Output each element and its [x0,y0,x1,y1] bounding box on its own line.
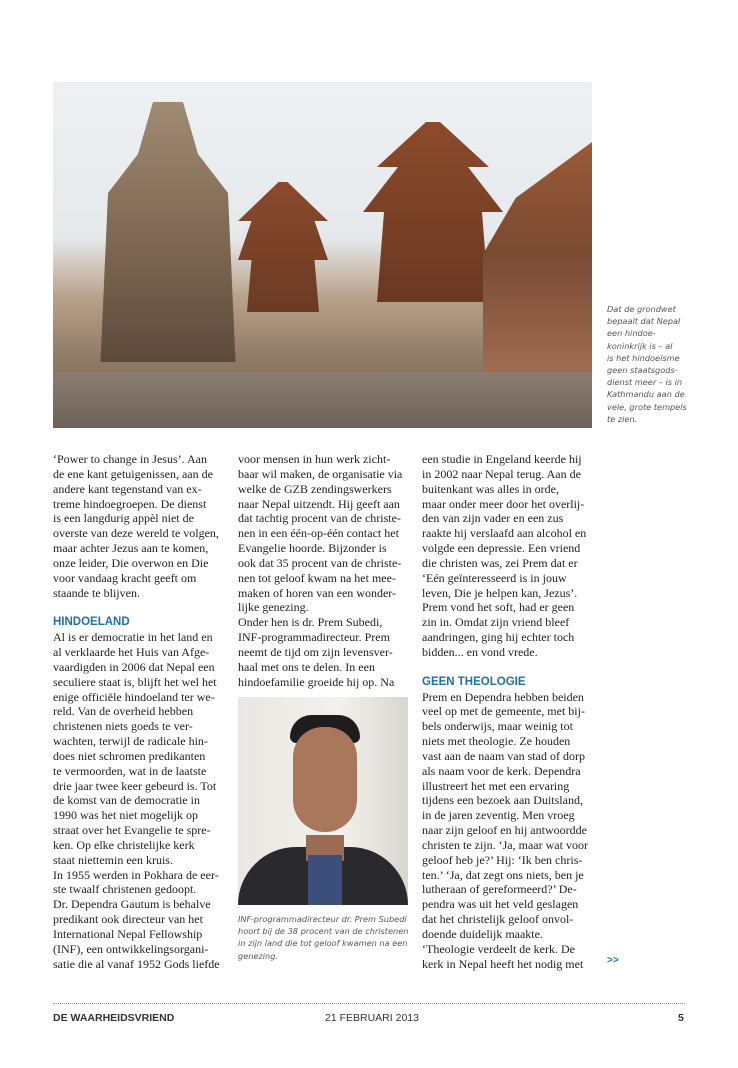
text-line: in de jaren zeventig. Men vroeg [422,808,575,823]
text-line: een hindoe- [607,328,656,339]
text-line: does niet schromen predikanten [53,748,206,763]
text-line: INF-programmadirecteur dr. Prem Subedi [238,914,407,924]
photo-caption-portrait [238,913,410,962]
text-line: onze leider, Die overwon en Die [53,555,209,570]
text-line: de ene kant getuigenissen, aan de [53,466,213,481]
kathmandu-temples-photo [53,82,592,428]
text-line: christen te zijn. ‘Ja, maar wat voor [422,837,588,852]
text-line: in 2002 naar Nepal terug. Aan de [422,466,581,481]
photo-caption-temples [607,303,692,425]
footer-publication: DE WAARHEIDSVRIEND [53,1012,175,1024]
text-line: reld. Van de overheid hebben [53,704,194,719]
text-line: (INF), een ontwikkelingsorgani- [53,941,209,956]
text-line: al verklaarde het Huis van Afge- [53,644,210,659]
text-line: raakte hij verslaafd aan alcohol en [422,526,587,541]
text-line: die christen was, zei Prem dat er [422,555,578,570]
text-line: vaardigden in 2006 dat Nepal een [53,659,215,674]
text-line: voor vandaag kracht geeft om [53,570,197,585]
text-line: andere kant tegenstand van ex- [53,481,202,496]
text-line: ‘Power to change in Jesus’. Aan [53,452,207,466]
text-line: illustreert het met een ervaring [422,778,570,793]
article-column-2 [238,452,410,690]
text-line: neemt de tijd om zijn levensver- [238,644,393,659]
text-line: staat niettemin een kruis. [53,852,173,867]
text-line: pendra was uit het veld geslagen [422,897,579,912]
text-line: dat het christelijk geloof onvol- [422,912,574,927]
continue-marker: >> [607,955,619,966]
text-line: christenen niets goeds te ver- [53,719,193,734]
text-line: aandringen, ging hij echter toch [422,630,575,645]
text-line: ‘Theologie verdeelt de kerk. De [422,941,575,956]
footer-date: 21 FEBRUARI 2013 [325,1012,419,1024]
text-line: ken. Op elke christelijke kerk [53,837,195,852]
text-line: is een langdurig appèl niet de [53,511,194,526]
footer-page-number: 5 [678,1012,684,1024]
text-line: seculiere staat is, blijft het wel het [53,674,217,689]
prem-subedi-portrait-photo [238,697,408,905]
text-line: maar achter Jezus aan te komen, [53,541,209,556]
text-line: leven, Die je helpen kan, Jezus’. [422,585,578,600]
text-line: bels onderwijs, maar weinig tot [422,719,573,734]
article-column-1 [53,452,225,972]
text-line: INF-programmadirecteur. Prem [238,630,390,645]
text-line: in zijn land die tot geloof kwamen na een [238,938,408,949]
text-line: In 1955 werden in Pokhara de eer- [53,867,219,882]
text-line: volgde een depressie. Een vriend [422,541,581,556]
text-line: hoort bij de 38 procent van de christenen [238,926,409,937]
paragraph-gap [53,600,225,615]
text-line: kerk in Nepal heeft het nodig met [422,956,584,971]
text-line: wachten, terwijl de radicale hin- [53,734,208,749]
text-line: Al is er democratie in het land en [53,630,213,645]
text-line: nen in een één-op-één contact het [238,526,399,541]
text-line: de komst van de democratie in [53,793,200,808]
text-line: is het hindoeïsme [607,352,680,363]
text-line: welke de GZB zendingswerkers [238,481,392,496]
text-line: tijdens een bezoek aan Duitsland, [422,793,583,808]
text-line: drie jaar twee keer gebeurd is. Tot [53,778,217,793]
text-line: lijke genezing. [238,600,309,615]
text-line: hindoefamilie groeide hij op. Na [238,674,395,689]
text-line: overste van deze wereld te volgen, [53,526,219,541]
text-line: Kathmandu aan de [607,389,685,400]
text-line: enige officiële hindoeland ter we- [53,689,215,704]
text-line: te vermoorden, wat in de laatste [53,763,207,778]
text-line: lutheraan of gereformeerd?’ De- [422,882,577,897]
text-line: den van zijn vader en een zus [422,511,564,526]
text-line: staande te blijven. [53,585,140,600]
text-line: Evangelie hoorde. Bijzonder is [238,541,387,556]
paragraph-gap [422,660,594,675]
footer-divider [53,1003,685,1004]
section-heading: HINDOELAND [53,616,130,629]
text-line: treme hindoegroepen. De dienst [53,496,207,511]
text-line: maken of horen van een wonder- [238,585,397,600]
text-line: ‘Eén geïnteresseerd is in jouw [422,570,567,585]
text-line: koninkrijk is – al [607,340,673,351]
text-line: dienst meer – is in [607,377,683,388]
text-line: bepaalt dat Nepal [607,316,681,327]
text-line: een studie in Engeland keerde hij [422,452,582,466]
text-line: dat tachtig procent van de christe- [238,511,401,526]
text-line: als naam voor de kerk. Dependra [422,763,581,778]
text-line: bidden... en vond vrede. [422,644,538,659]
text-line: nen tot geloof kwam na het mee- [238,570,396,585]
text-line: Prem vond het soft, had er geen [422,600,575,615]
text-line: ste twaalf christenen gedoopt. [53,882,197,897]
text-line: Dat de grondwet [607,304,676,314]
text-line: naar zijn geloof en hij antwoordde [422,823,587,838]
section-heading: GEEN THEOLOGIE [422,675,526,688]
text-line: zin in. Omdat zijn vriend bleef [422,615,570,630]
text-line: ook dat 35 procent van de christe- [238,555,402,570]
text-line: straat over het Evangelie te spre- [53,823,211,838]
text-line: vast aan de naam van stad of dorp [422,748,585,763]
text-line: maar onder meer door het overlij- [422,496,585,511]
article-column-3 [422,452,594,972]
text-line: te zien. [607,413,638,424]
text-line: buitenkant was alles in orde, [422,481,559,496]
text-line: genezing. [238,950,279,961]
text-line: voor mensen in hun werk zicht- [238,452,391,466]
text-line: Onder hen is dr. Prem Subedi, [238,615,383,630]
text-line: predikant ook directeur van het [53,912,203,927]
text-line: doende duidelijk maakte. [422,927,543,941]
text-line: naar Nepal uitzendt. Hij geeft aan [238,496,400,511]
text-line: geen staatsgods- [607,365,678,376]
text-line: International Nepal Fellowship [53,927,203,941]
text-line: geloof heb je?’ Hij: ‘Ik ben chris- [422,852,583,867]
text-line: 1990 was het niet mogelijk op [53,808,198,823]
text-line: veel op met de gemeente, met bij- [422,704,585,719]
text-line: Dr. Dependra Gautum is behalve [53,897,211,912]
text-line: baar wil maken, de organisatie via [238,466,403,481]
text-line: niets met theologie. Ze houden [422,734,571,749]
text-line: satie die al vanaf 1952 Gods liefde [53,956,220,971]
text-line: vele, grote tempels [607,401,687,412]
text-line: haal met ons te delen. In een [238,659,375,674]
text-line: Prem en Dependra hebben beiden [422,689,584,704]
text-line: ten.’ ‘Ja, dat zegt ons niets, ben je [422,867,584,882]
